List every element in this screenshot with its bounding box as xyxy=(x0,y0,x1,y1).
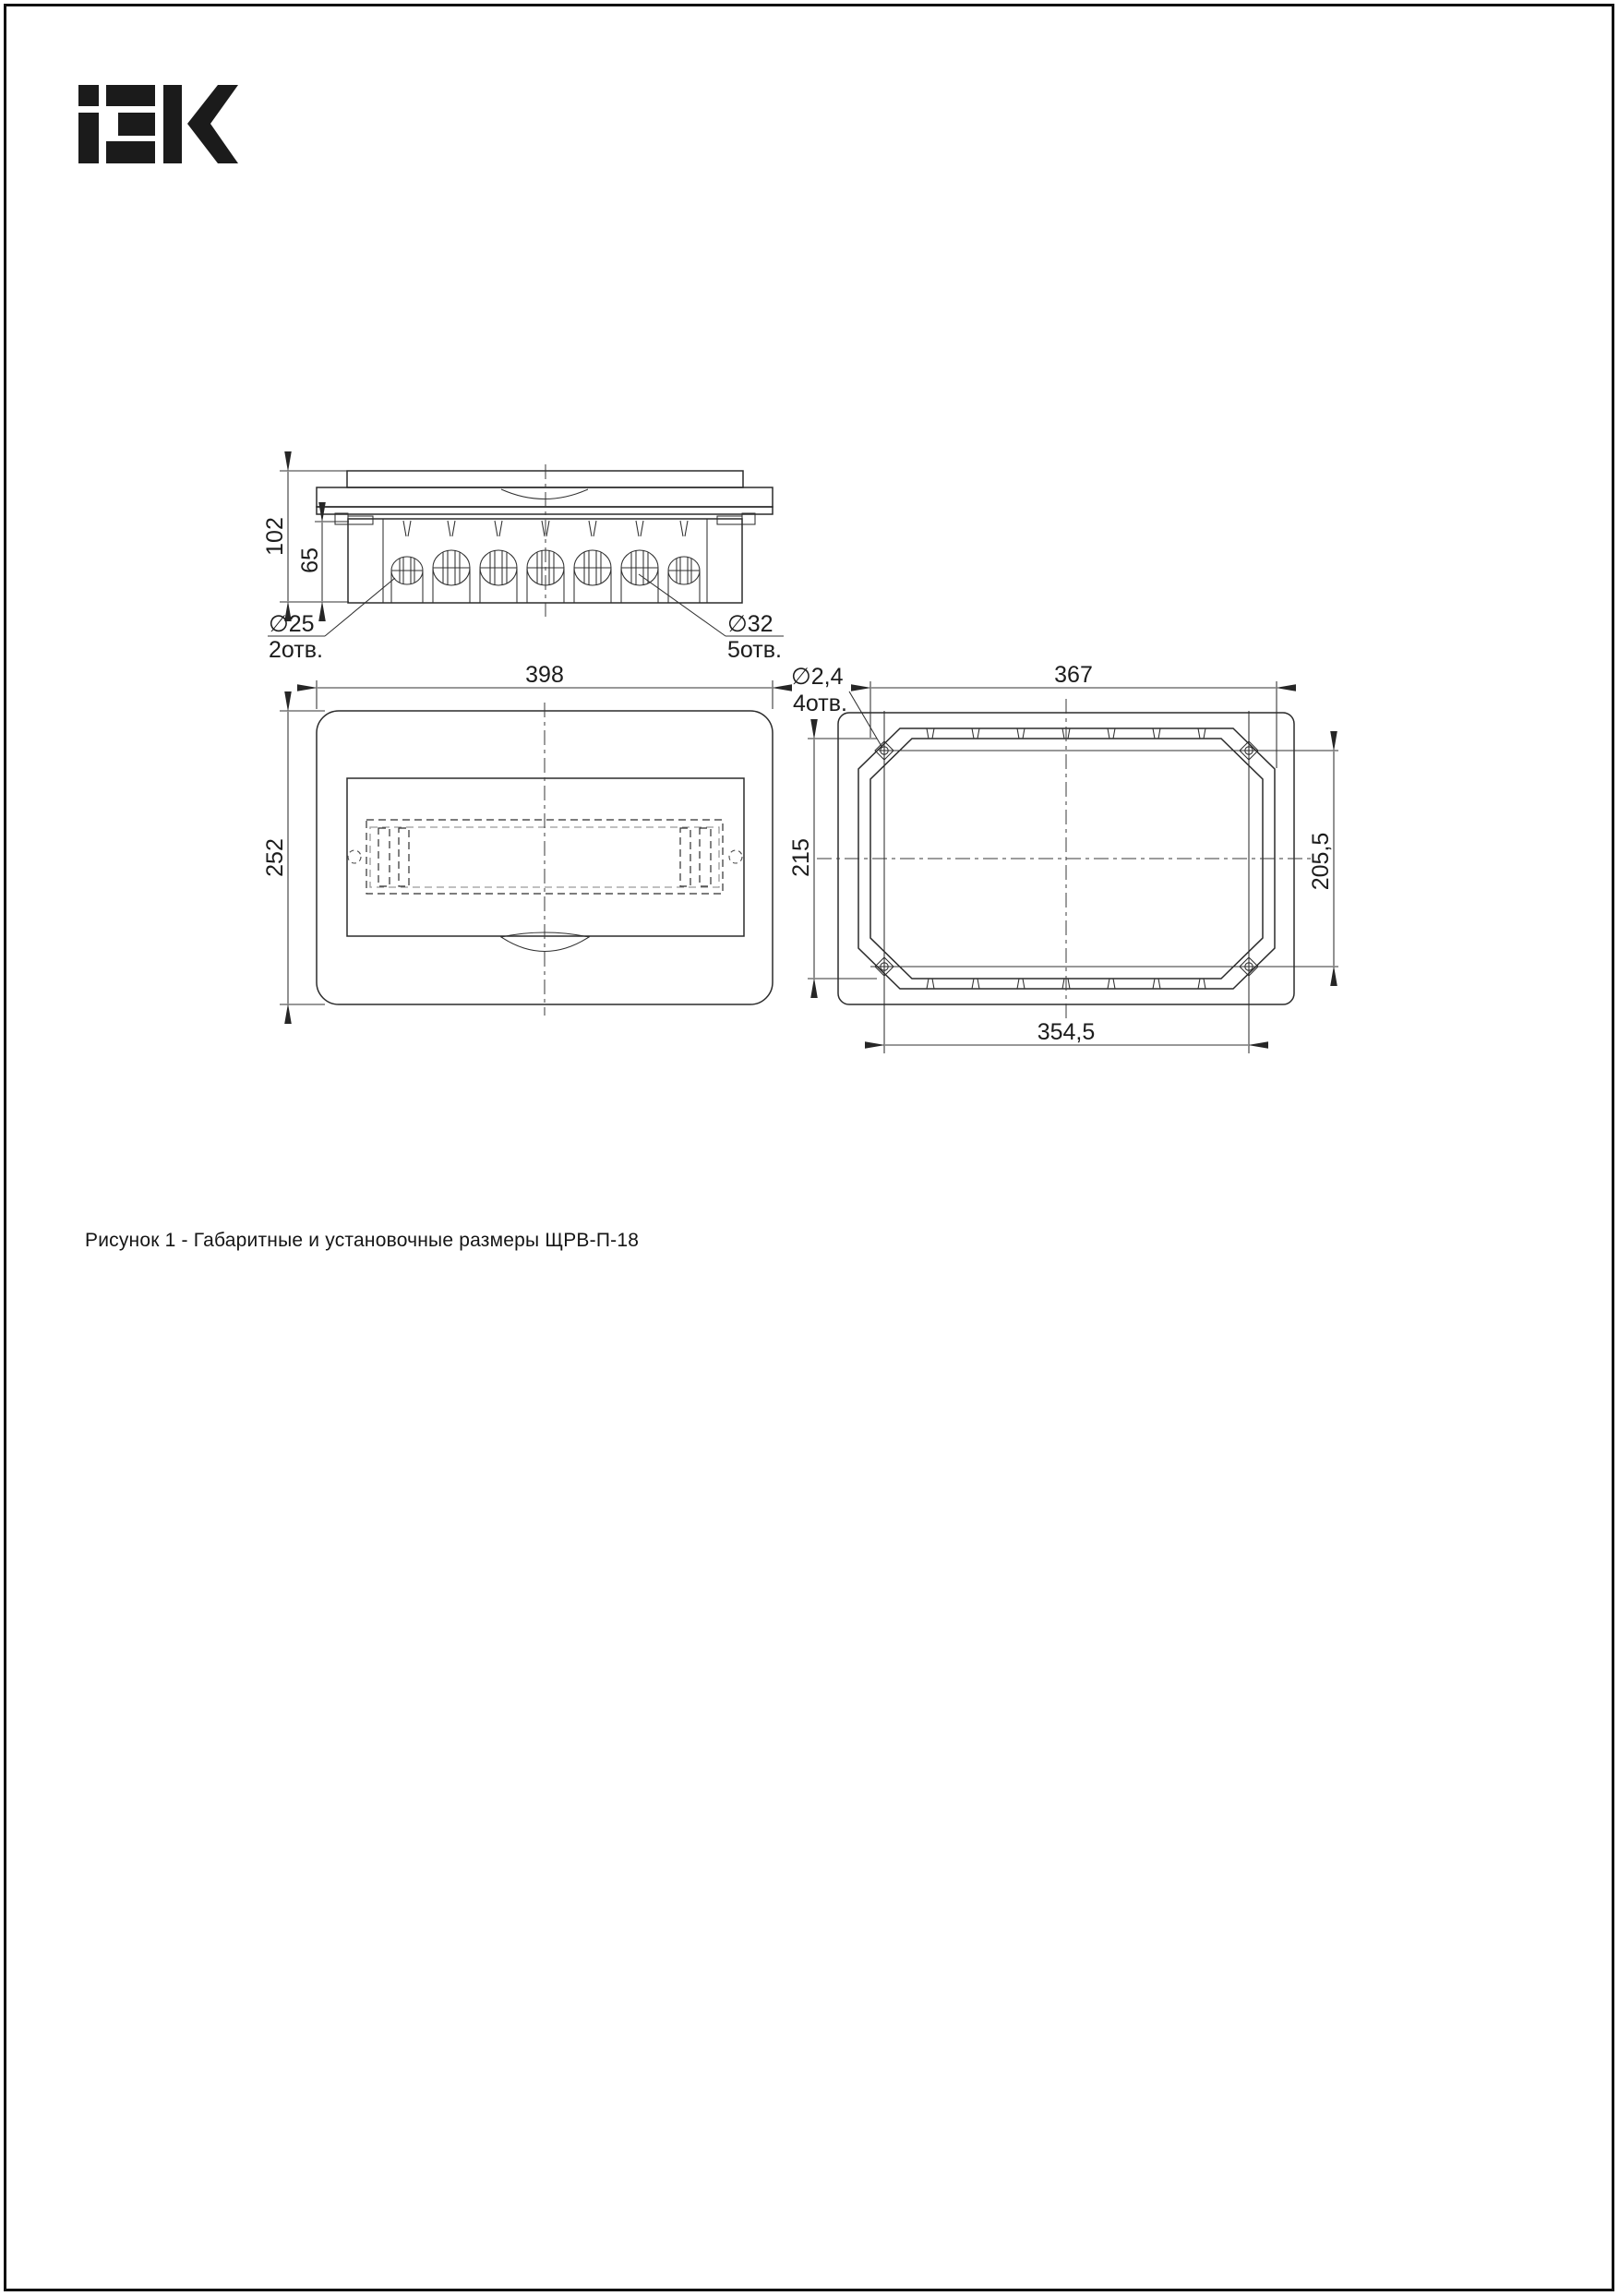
rear-view xyxy=(788,662,1338,1053)
door-screw-left xyxy=(348,850,361,863)
iek-logo xyxy=(78,85,238,163)
dim-inner-height-label: 215 xyxy=(788,838,814,877)
knockout-hole xyxy=(433,521,470,603)
knockout-hole xyxy=(621,521,658,603)
large-hole-dia-label: ∅32 xyxy=(727,611,774,637)
dim-mount-width-label: 354,5 xyxy=(1037,1019,1096,1045)
dim-height-label: 252 xyxy=(262,838,288,877)
knockout-hole xyxy=(668,521,700,603)
knockout-hole xyxy=(480,521,517,603)
figure-caption: Рисунок 1 - Габаритные и установочные размеры ЩРВ-П-18 xyxy=(85,1230,640,1251)
mount-hole-count-label: 4отв. xyxy=(793,691,847,716)
dim-total-depth-label: 102 xyxy=(262,517,288,556)
front-view xyxy=(262,703,773,1016)
dim-body-depth-label: 65 xyxy=(297,547,323,573)
dim-width-label: 398 xyxy=(525,662,564,688)
door-screw-right xyxy=(729,850,742,863)
lid-handle-recess xyxy=(501,489,588,499)
large-hole-count-label: 5отв. xyxy=(727,637,782,663)
small-hole-dia-label: ∅25 xyxy=(269,611,315,637)
small-hole-count-label: 2отв. xyxy=(269,637,323,663)
knockout-hole xyxy=(574,521,611,603)
knockout-hole xyxy=(391,521,423,603)
top-view xyxy=(262,464,784,709)
dim-mount-height-label: 205,5 xyxy=(1308,832,1334,891)
dim-octagon-width-label: 367 xyxy=(1054,662,1093,688)
mount-hole-dia-label: ∅2,4 xyxy=(791,664,844,690)
